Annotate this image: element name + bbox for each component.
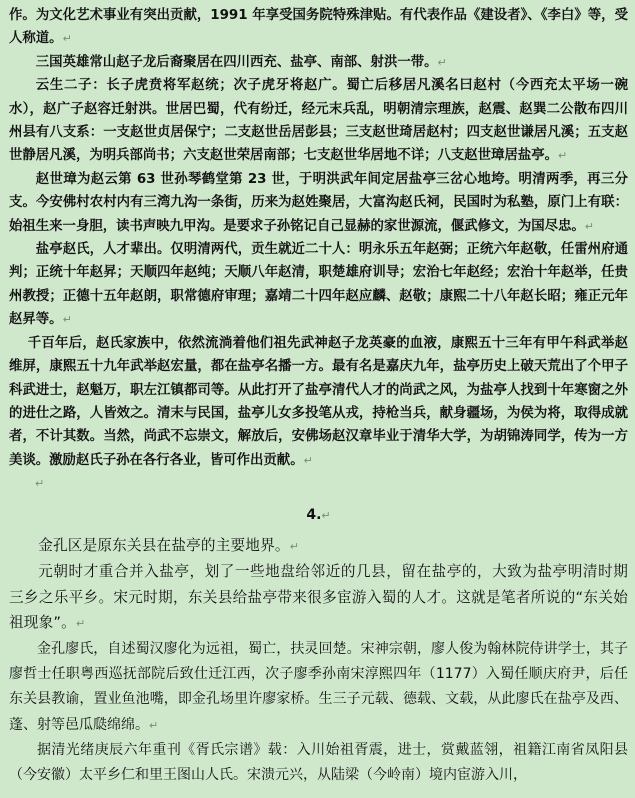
paragraph-mark: ↵ bbox=[62, 32, 72, 46]
paragraph-2: 三国英雄常山赵子龙后裔聚居在四川西充、盐亭、南部、射洪一带。↵ bbox=[35, 54, 447, 70]
paragraph-5: 盐亭赵氏，人才辈出。仅明清两代，贡生就近二十人：明永乐五年赵弼；正统六年赵敬，任雷州府通判；正统十年赵昇；天顺四年赵纯；天顺八年赵清，职楚雄府训导；宏治七年赵经；宏治十年赵举，任贵州教授；正德十五年赵朗，职常德府审理；嘉靖二十四年赵应麟、赵敬；康熙二十八年赵长昭；雍正元年赵昇等。↵ bbox=[9, 242, 628, 328]
paragraph-mark: ↵ bbox=[75, 617, 86, 631]
paragraph-mark: ↵ bbox=[437, 55, 447, 69]
paragraph-4: 赵世璋为赵云第 63 世孙琴鹤堂第 23 世，于明洪武年间定居盐亭三岔心地垮。明清两季，再三分支。今安佛村农村内有三湾九沟一条街，历来为赵姓聚居，大富沟赵氏祠，民国时为私塾，原门上有联：始祖生来一身胆，读书声映九甲沟。是要求子孙铭记自己显赫的家世源流，偃武修文，为国尽忠。↵ bbox=[9, 171, 628, 234]
paragraph-6: 千百年后，赵氏家族中，依然流淌着他们祖先武神赵子龙英豪的血液，康熙五十三年有甲午科武举赵维屏，康熙五十九年武举赵宏量，都在盐亭名播一方。最有名是嘉庆九年，盐亭历史上破天荒出了个甲子科武进士，赵魁万，职左江镇都司等。从此打开了盐亭清代人才的尚武之风，为盐亭人找到十年寒窗之外的进仕之路，人皆效之。清末与民国，盐亭儿女多投笔从戎，持枪当兵，献身疆场，为侯为将，取得成就者，不计其数。当然，尚武不忘崇文，解放后，安佛场赵汉章毕业于清华大学，为胡锦涛同学，传为一方美谈。激励赵氏子孙在各行各业，皆可作出贡献。↵ bbox=[9, 335, 628, 468]
paragraph-8: 元朝时才重合并入盐亭，划了一些地盘给邻近的几县，留在盐亭的，大致为盐亭明清时期三乡之乐平乡。宋元时期，东关县给盐亭带来很多宦游入蜀的人才。这就是笔者所说的“东关始祖现象”。↵ bbox=[9, 563, 628, 632]
paragraph-mark: ↵ bbox=[584, 219, 595, 233]
section-heading: 4.↵ bbox=[306, 506, 331, 523]
paragraph-mark: ↵ bbox=[62, 313, 72, 327]
section-bottom bbox=[9, 533, 628, 789]
paragraph-9: 金孔廖氏，自述蜀汉廖化为远祖，蜀亡，扶灵回楚。宋神宗朝，廖人俊为翰林院侍讲学士，其子廖哲士任职粤西巡抚部院后致仕迁江西，次子廖季孙南宋淳熙四年（1177）入蜀任顺庆府尹，后任东关县教谕，置业鱼池嘴，即金孔场里许廖家桥。生三子元载、德载、文载，从此廖氏在盐亭及西、蓬、射等邑瓜瓞绵绵。↵ bbox=[9, 640, 628, 733]
paragraph-7: 金孔区是原东关县在盐亭的主要地界。↵ bbox=[38, 536, 300, 554]
paragraph-10: 据清光绪庚辰六年重刊《胥氏宗谱》载：入川始祖胥震，进士，赏戴蓝翎，祖籍江南省凤阳县（今安徽）太平乡仁和里王图山人氏。宋溃元兴，从陆梁（今岭南）境内宦游入川， bbox=[9, 741, 628, 783]
section-top bbox=[9, 4, 628, 496]
paragraph-mark: ↵ bbox=[321, 508, 331, 522]
paragraph-1: 作。为文化艺术事业有突出贡献，1991 年享受国务院特殊津贴。有代表作品《建设者》、《李白》等，受人称道。↵ bbox=[9, 8, 628, 47]
paragraph-mark: ↵ bbox=[303, 453, 313, 467]
paragraph-3: 云生二子：长子虎贲将军赵统；次子虎牙将赵广。蜀亡后移居凡溪名曰赵村（今西充太平场一碗水），赵广子赵容迁射洪。世居巴蜀，代有纷迁，经元末兵乱，明朝清宗理族，赵震、赵巽二公散布四川州县有八支系：一支赵世贞居保宁；二支赵世岳居彭县；三支赵世琦居赵村；四支赵世谦居凡溪；五支赵世静居凡溪，为明兵部尚书；六支赵世荣居南部；七支赵世华居地不详；八支赵世璋居盐亭。↵ bbox=[9, 78, 628, 164]
paragraph-mark: ↵ bbox=[149, 718, 159, 732]
paragraph-mark: ↵ bbox=[558, 149, 568, 163]
blank-line: ↵ bbox=[35, 477, 45, 491]
paragraph-mark: ↵ bbox=[289, 539, 300, 553]
